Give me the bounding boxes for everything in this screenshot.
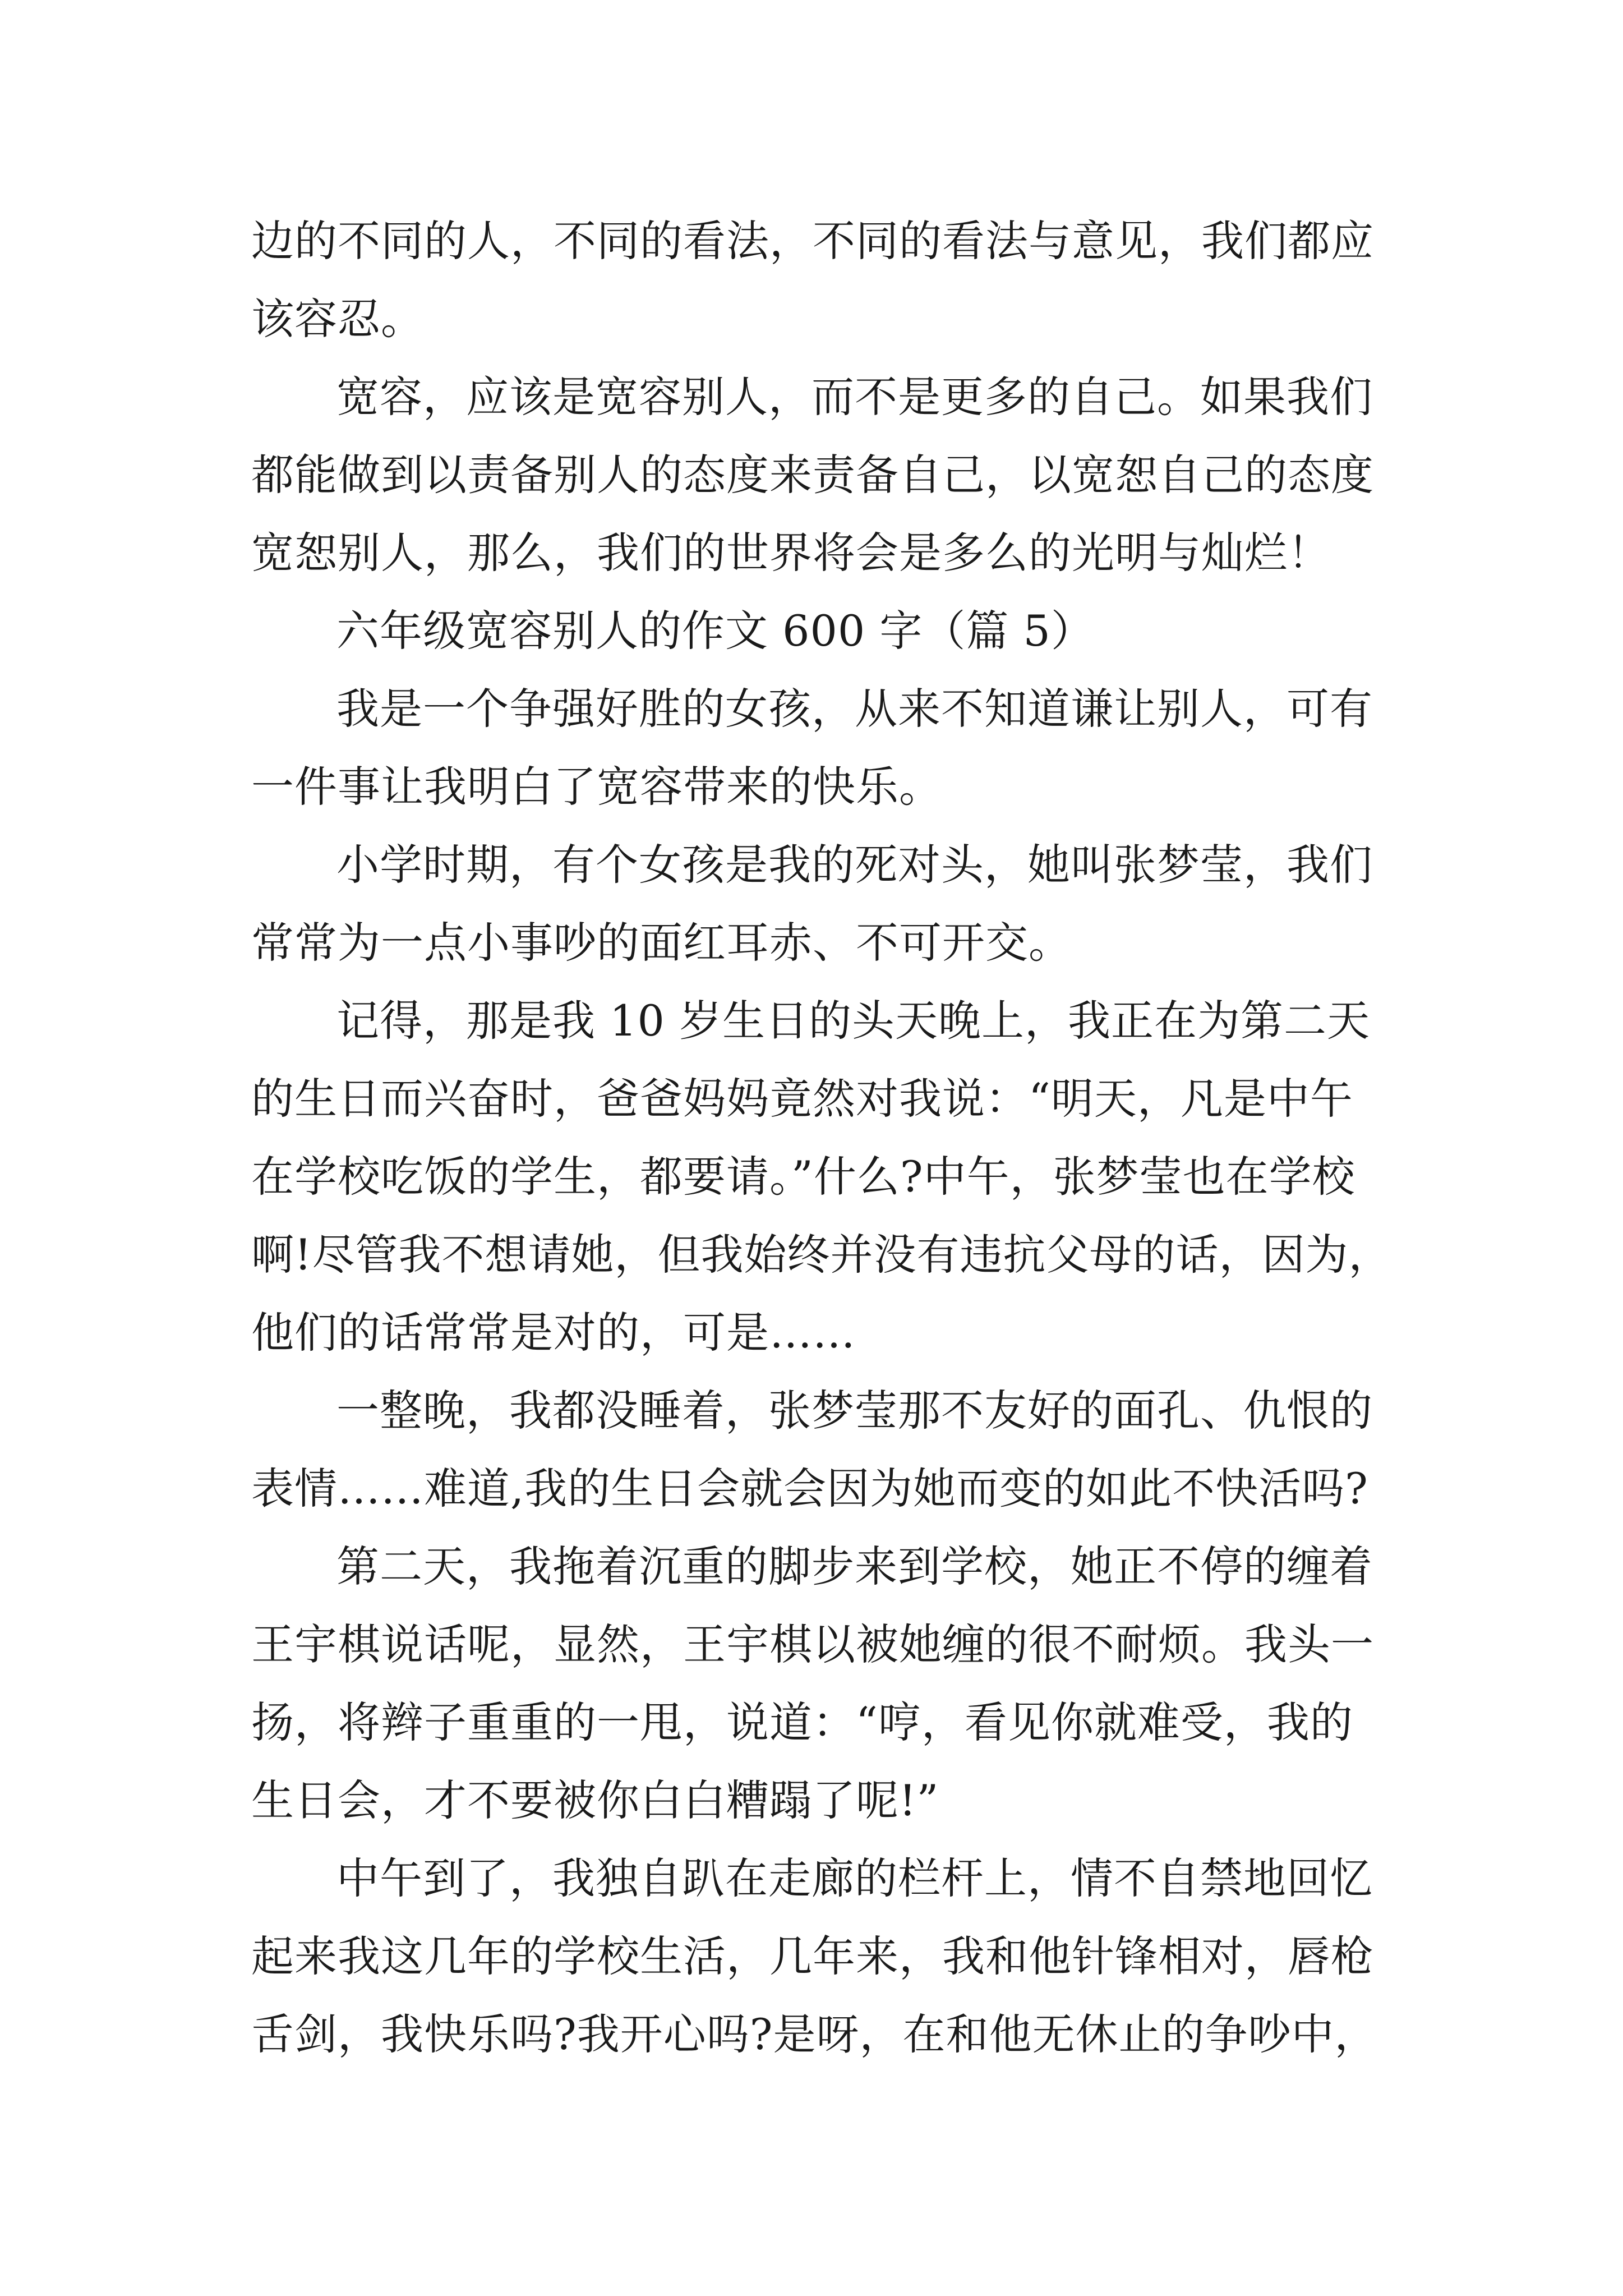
text-line: 宽恕别人，那么，我们的世界将会是多么的光明与灿烂！ [251, 528, 1331, 578]
text-line: 记得，那是我 10 岁生日的头天晚上，我正在为第二天 [336, 996, 1371, 1046]
document-body [251, 202, 1392, 2073]
text-line: 第二天，我拖着沉重的脚步来到学校，她正不停的缠着 [336, 1542, 1373, 1591]
text-line: 在学校吃饭的学生，都要请。”什么?中午，张梦莹也在学校 [251, 1152, 1355, 1202]
text-line: 他们的话常常是对的，可是…… [251, 1308, 856, 1358]
text-line: 起来我这几年的学校生活，几年来，我和他针锋相对，唇枪 [251, 1931, 1374, 1981]
text-line: 生日会，才不要被你白白糟蹋了呢!” [251, 1775, 939, 1825]
text-line: 常常为一点小事吵的面红耳赤、不可开交。 [251, 918, 1072, 968]
text-line: 舌剑，我快乐吗?我开心吗?是呀，在和他无休止的争吵中， [251, 2009, 1378, 2059]
text-line: 小学时期，有个女孩是我的死对头，她叫张梦莹，我们 [336, 840, 1373, 890]
text-line: 边的不同的人，不同的看法，不同的看法与意见，我们都应 [251, 216, 1374, 266]
text-line: 宽容，应该是宽容别人，而不是更多的自己。如果我们 [336, 372, 1373, 422]
text-line: 表情……难道,我的生日会就会因为她而变的如此不快活吗? [251, 1464, 1368, 1513]
text-line: 都能做到以责备别人的态度来责备自己，以宽恕自己的态度 [251, 450, 1374, 500]
text-line: 王宇棋说话呢，显然，王宇棋以被她缠的很不耐烦。我头一 [251, 1619, 1374, 1669]
text-line: 扬，将辫子重重的一甩，说道：“哼，看见你就难受，我的 [251, 1697, 1353, 1747]
text-line: 的生日而兴奋时，爸爸妈妈竟然对我说：“明天，凡是中午 [251, 1074, 1353, 1124]
text-line: 我是一个争强好胜的女孩，从来不知道谦让别人，可有 [336, 684, 1373, 734]
section-heading: 六年级宽容别人的作文 600 字（篇 5） [336, 606, 1094, 656]
text-line: 中午到了，我独自趴在走廊的栏杆上，情不自禁地回忆 [336, 1853, 1373, 1903]
text-line: 一整晚，我都没睡着，张梦莹那不友好的面孔、仇恨的 [336, 1386, 1373, 1435]
text-line: 该容忍。 [251, 294, 424, 344]
text-line: 一件事让我明白了宽容带来的快乐。 [251, 762, 942, 812]
text-line: 啊!尽管我不想请她，但我始终并没有违抗父母的话，因为， [251, 1230, 1392, 1280]
